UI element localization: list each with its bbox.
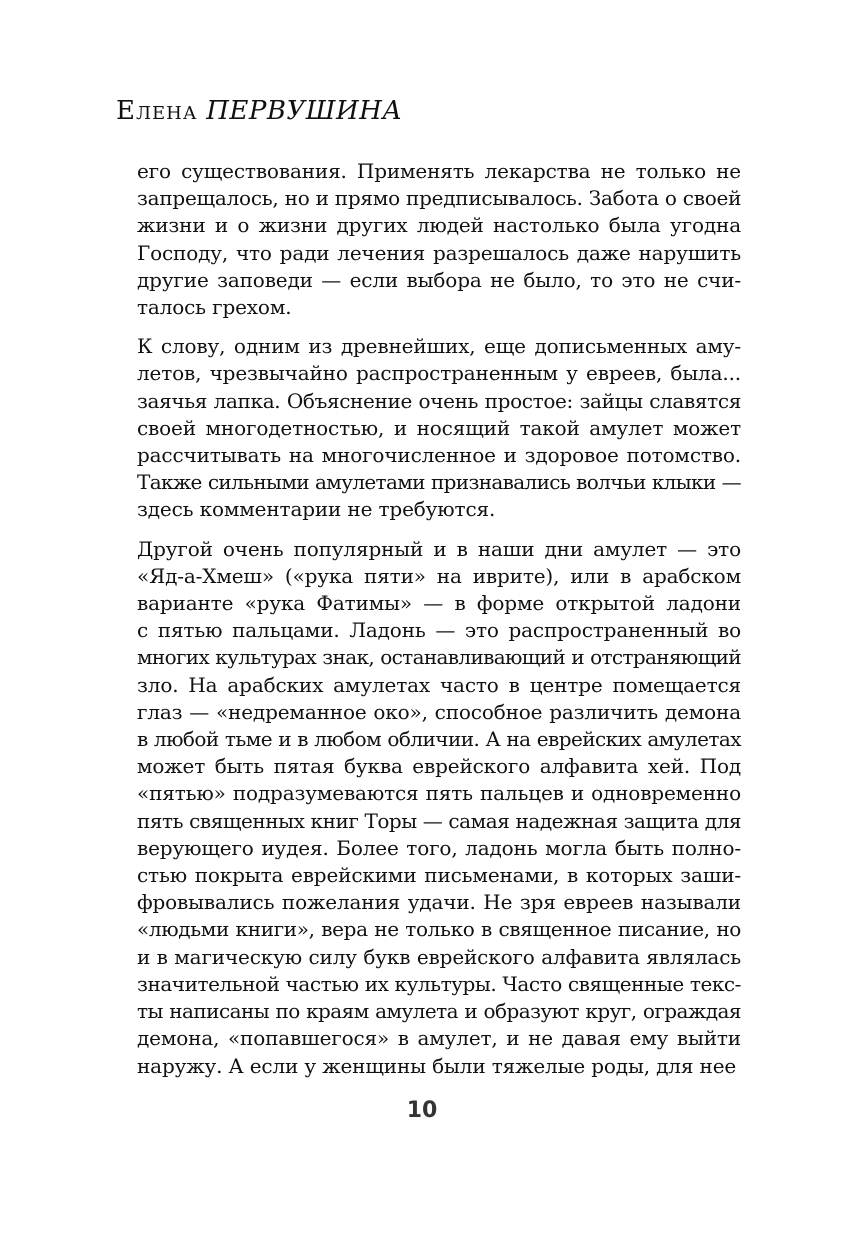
text-line: фровывались пожелания удачи. Не зря евреев называли bbox=[137, 890, 741, 915]
text-line: демона, «попавшегося» в амулет, и не давая ему выйти bbox=[137, 1026, 741, 1051]
running-header bbox=[116, 96, 402, 126]
text-line: жизни и о жизни других людей настолько была угодна bbox=[137, 213, 741, 238]
text-line: верующего иудея. Более того, ладонь могла быть полно- bbox=[137, 835, 741, 860]
text-line: зло. На арабских амулетах часто в центре помещается bbox=[137, 672, 741, 697]
text-line: «людьми книги», вера не только в священное писание, но bbox=[137, 917, 741, 942]
author-first-name: Елена bbox=[116, 96, 198, 126]
text-line: с пятью пальцами. Ладонь — это распространенный во bbox=[137, 618, 741, 643]
text-line: в любой тьме и в любом обличии. А на еврейских амулетах bbox=[137, 727, 741, 752]
text-line: Также сильными амулетами признавались волчьи клыки — bbox=[137, 470, 741, 495]
author-last-name: ПЕРВУШИНА bbox=[206, 96, 403, 126]
text-line: К слову, одним из древнейших, еще дописьменных аму- bbox=[137, 334, 741, 359]
text-line: рассчитывать на многочисленное и здоровое потомство. bbox=[137, 443, 741, 468]
text-line: варианте «рука Фатимы» — в форме открытой ладони bbox=[137, 591, 741, 616]
text-line: и в магическую силу букв еврейского алфавита являлась bbox=[137, 944, 741, 969]
text-line: Господу, что ради лечения разрешалось даже нарушить bbox=[137, 240, 741, 265]
text-line: ты написаны по краям амулета и образуют круг, ограждая bbox=[137, 999, 741, 1024]
text-line: талось грехом. bbox=[137, 295, 292, 320]
page-number: 10 bbox=[406, 1098, 438, 1123]
text-line: здесь комментарии не требуются. bbox=[137, 497, 496, 522]
text-line: наружу. А если у женщины были тяжелые роды, для нее bbox=[137, 1053, 737, 1078]
text-line: другие заповеди — если выбора не было, то это не счи- bbox=[137, 267, 741, 292]
text-line: его существования. Применять лекарства не только не bbox=[137, 159, 741, 183]
text-line: может быть пятая буква еврейского алфавита хей. Под bbox=[137, 754, 741, 779]
paragraph bbox=[137, 333, 741, 523]
text-line: значительной частью их культуры. Часто священные текс- bbox=[137, 971, 741, 996]
text-line: многих культурах знак, останавливающий и отстраняющий bbox=[137, 645, 741, 670]
text-line: глаз — «недреманное око», способное различить демона bbox=[137, 699, 741, 724]
text-line: своей многодетностью, и носящий такой амулет может bbox=[137, 415, 741, 440]
text-line: стью покрыта еврейскими письменами, в которых заши- bbox=[137, 863, 741, 888]
text-line: запрещалось, но и прямо предписывалось. Забота о своей bbox=[137, 186, 742, 211]
text-line: заячья лапка. Объяснение очень простое: зайцы славятся bbox=[137, 388, 741, 413]
text-line: летов, чрезвычайно распространенным у евреев, была... bbox=[137, 361, 741, 386]
text-line: «пятью» подразумеваются пять пальцев и одновременно bbox=[137, 781, 741, 806]
paragraph bbox=[137, 536, 741, 1080]
body-text bbox=[137, 158, 741, 1092]
text-line: Другой очень популярный и в наши дни амулет — это bbox=[137, 536, 741, 561]
text-line: пять священных книг Торы — самая надежная защита для bbox=[137, 808, 741, 833]
text-line: «Яд-а-Хмеш» («рука пяти» на иврите), или в арабском bbox=[137, 563, 741, 588]
paragraph bbox=[137, 158, 741, 321]
